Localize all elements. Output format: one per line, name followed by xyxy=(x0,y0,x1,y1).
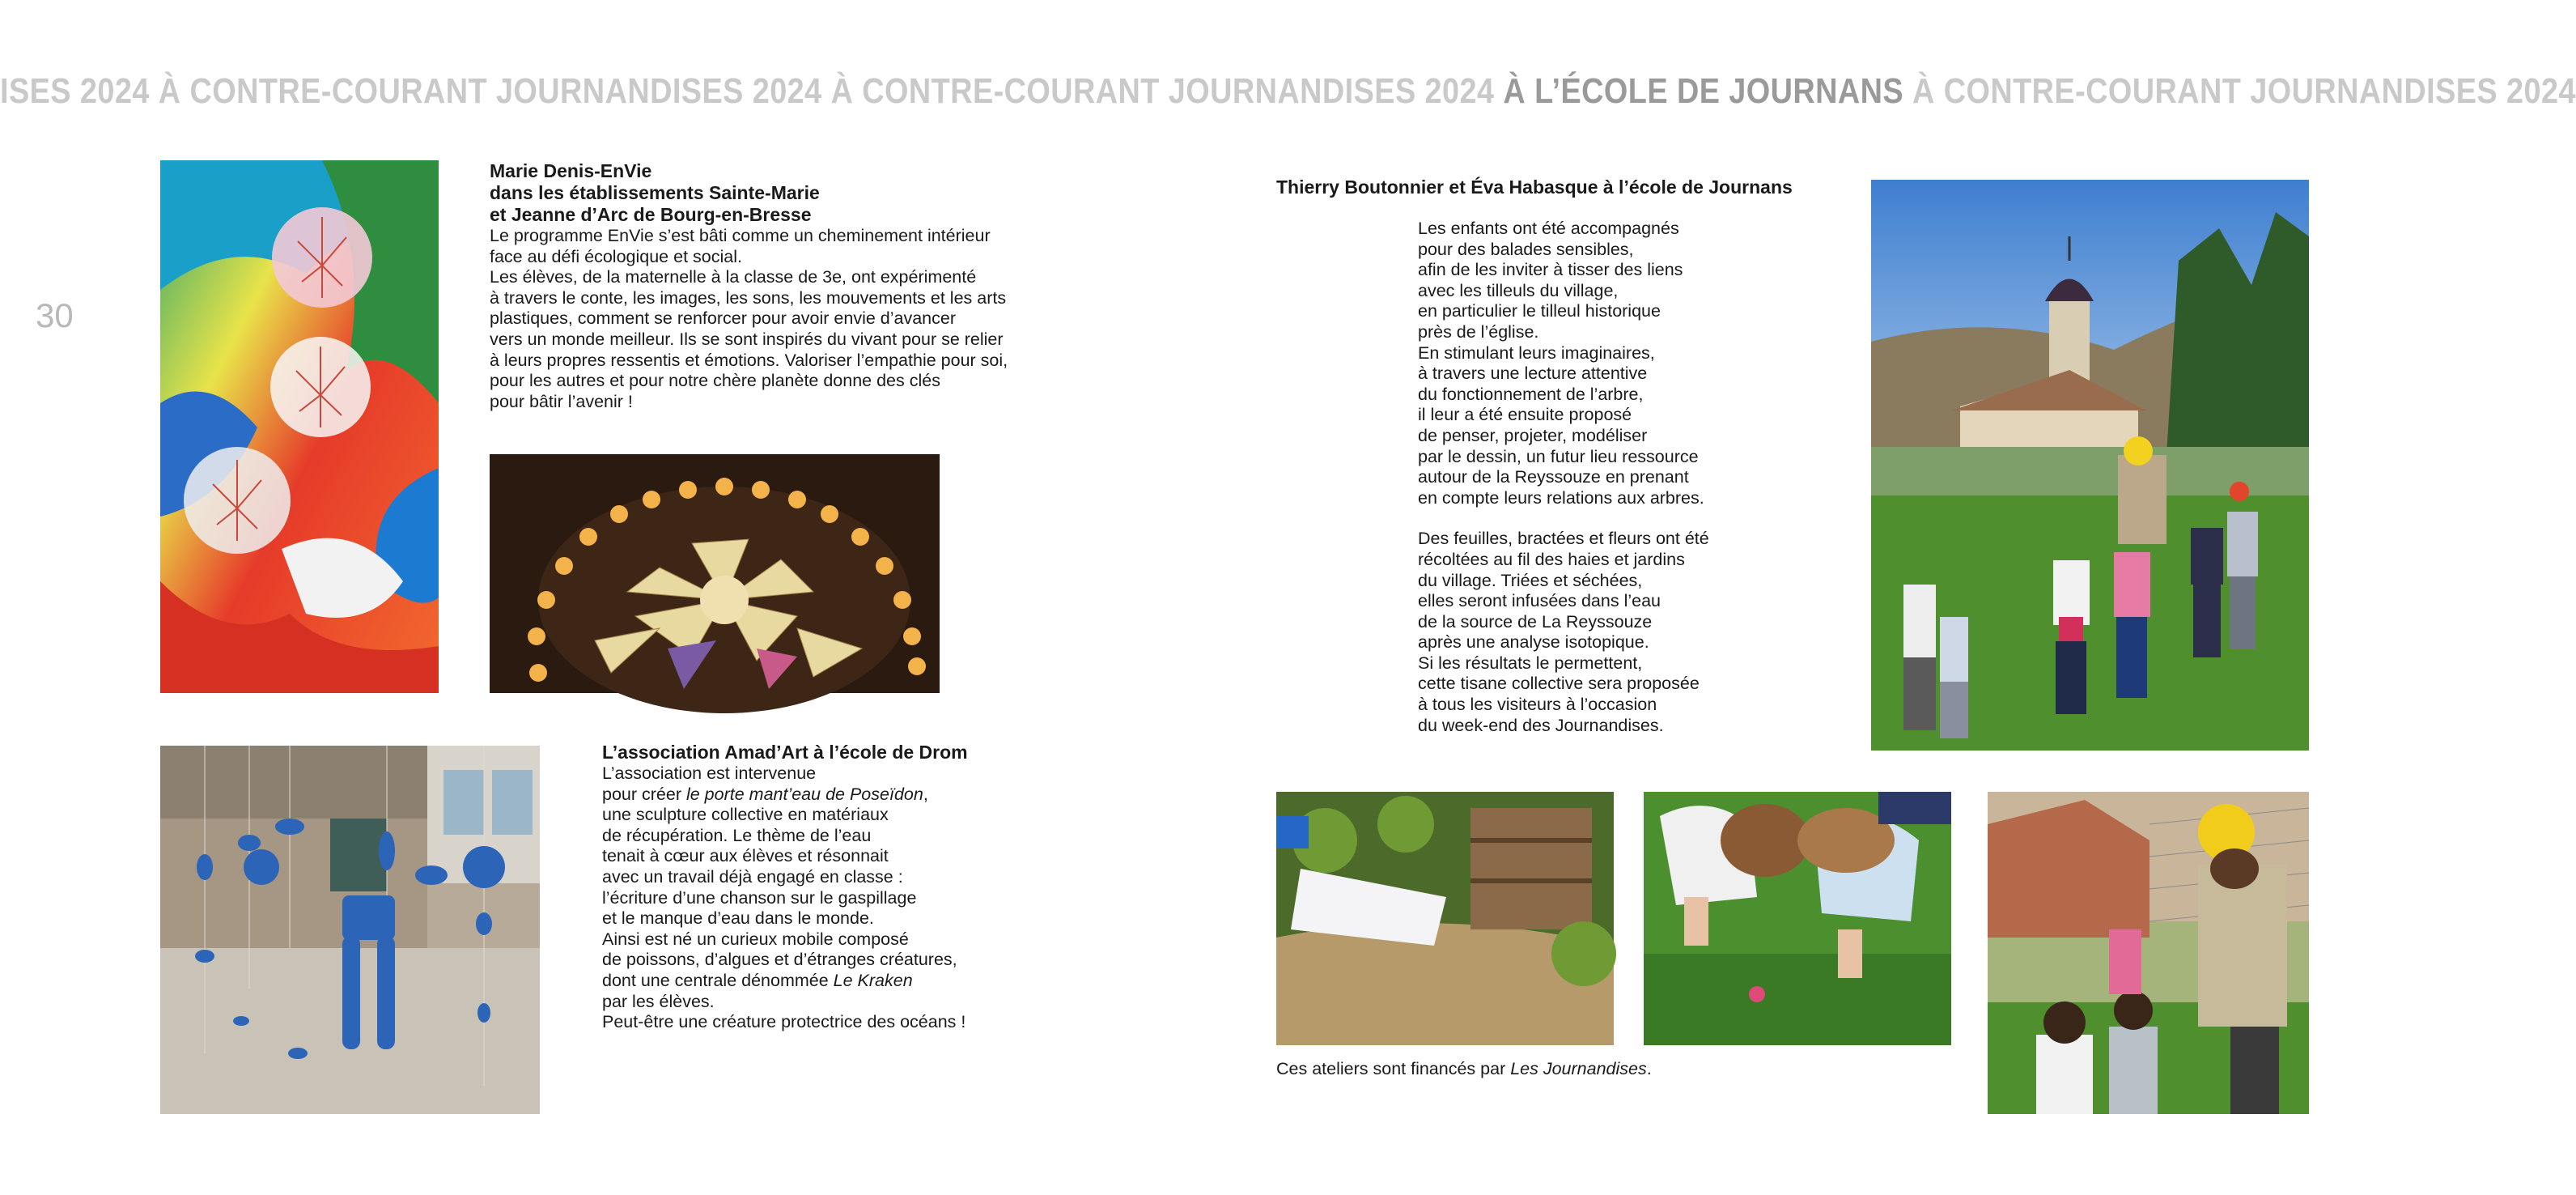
amadart-line: L’association est intervenue xyxy=(602,763,817,783)
blue-mobile-sculpture-image xyxy=(160,746,540,1114)
man-with-children-image xyxy=(1988,792,2309,1114)
header-banner xyxy=(0,71,2576,120)
amadart-line: et le manque d’eau dans le monde. xyxy=(602,908,874,929)
banner-segment: À CONTRE-COURANT JOURNANDISES 2024 xyxy=(830,71,1504,111)
thierry-body-line: En stimulant leurs imaginaires, xyxy=(1418,342,1655,363)
amadart-line-part: , xyxy=(923,784,928,804)
thierry-text-block xyxy=(1418,219,1709,736)
thierry-body-line: afin de les inviter à tisser des liens xyxy=(1418,260,1683,280)
page-number: 30 xyxy=(36,296,74,334)
marie-body-line: face au défi écologique et social. xyxy=(490,246,742,266)
thierry-body-line: pour des balades sensibles, xyxy=(1418,239,1634,259)
amadart-line: de récupération. Le thème de l’eau xyxy=(602,825,872,845)
thierry-body-line: elles seront infusées dans l’eau xyxy=(1418,591,1661,611)
creature-name: Le Kraken xyxy=(833,970,913,990)
thierry-body-line: il leur a été ensuite proposé xyxy=(1418,405,1632,425)
caption-part: . xyxy=(1646,1059,1652,1078)
funding-caption-line xyxy=(1276,1059,1652,1080)
marie-text-block xyxy=(490,160,1008,412)
marie-body-line: à travers le conte, les images, les sons, les mouvements et les arts xyxy=(490,287,1007,308)
thierry-paragraph-2 xyxy=(1418,529,1709,736)
marie-body-line: pour les autres et pour notre chère planète donne des clés xyxy=(490,371,940,391)
thierry-body-line: avec les tilleuls du village, xyxy=(1418,280,1619,300)
abstract-painting-image xyxy=(160,160,439,693)
banner-segment: ISES 2024 xyxy=(0,71,159,111)
thierry-body-line: près de l’église. xyxy=(1418,321,1539,342)
thierry-body-line: de la source de La Reyssouze xyxy=(1418,611,1653,632)
amadart-line: Ainsi est né un curieux mobile composé xyxy=(602,929,909,949)
banner-segment: À CONTRE-COURANT JOURNANDISES 2024 xyxy=(1912,71,2576,111)
amadart-title: L’association Amad’Art à l’école de Drom xyxy=(602,742,968,763)
marie-title-line: et Jeanne d’Arc de Bourg-en-Bresse xyxy=(490,204,812,225)
amadart-line: tenait à cœur aux élèves et résonnait xyxy=(602,846,889,866)
thierry-paragraph-1 xyxy=(1418,219,1709,508)
thierry-title: Thierry Boutonnier et Éva Habasque à l’école de Journans xyxy=(1276,176,1793,198)
thierry-body-line: du fonctionnement de l’arbre, xyxy=(1418,384,1644,404)
marie-title-line: dans les établissements Sainte-Marie xyxy=(490,182,820,203)
marie-body-line: Les élèves, de la maternelle à la classe de 3e, ont expérimenté xyxy=(490,267,977,287)
marie-body-line: plastiques, comment se renforcer pour avoir envie d’avancer xyxy=(490,308,957,329)
amadart-line: avec un travail déjà engagé en classe : xyxy=(602,866,903,887)
marie-title-line: Marie Denis-EnVie xyxy=(490,160,652,181)
funding-caption xyxy=(1276,1059,1652,1080)
thierry-body-line: à tous les visiteurs à l’occasion xyxy=(1418,695,1657,715)
artwork-title: le porte mant’eau de Poseïdon xyxy=(685,784,923,804)
marie-body-line: pour bâtir l’avenir ! xyxy=(490,391,633,411)
amadart-line: Peut-être une créature protectrice des océans ! xyxy=(602,1012,966,1032)
marie-body-line: Le programme EnVie s’est bâti comme un cheminement intérieur xyxy=(490,226,991,245)
thierry-body-line: en compte leurs relations aux arbres. xyxy=(1418,487,1704,508)
thierry-body-line: à travers une lecture attentive xyxy=(1418,364,1648,384)
amadart-line xyxy=(602,971,968,992)
paragraph-gap xyxy=(1418,508,1709,529)
amadart-line: l’écriture d’une chanson sur le gaspillage xyxy=(602,887,917,908)
thierry-body-line: Des feuilles, bractées et fleurs ont été xyxy=(1418,529,1709,549)
thierry-body-line: Les enfants ont été accompagnés xyxy=(1418,219,1679,238)
drawing-paper-hedge-image xyxy=(1276,792,1614,1045)
children-gathering-image xyxy=(1644,792,1951,1045)
thierry-body-line: Si les résultats le permettent, xyxy=(1418,653,1643,673)
amadart-line-part: pour créer xyxy=(602,784,686,804)
thierry-body-line: récoltées au fil des haies et jardins xyxy=(1418,549,1685,569)
thierry-title-block xyxy=(1276,176,1793,198)
thierry-body-line: en particulier le tilleul historique xyxy=(1418,301,1661,321)
thierry-body-line: du village. Triées et séchées, xyxy=(1418,570,1643,590)
marie-body-line: vers un monde meilleur. Ils se sont inspirés du vivant pour se relier xyxy=(490,329,1004,349)
caption-organizer: Les Journandises xyxy=(1510,1059,1647,1078)
banner-highlight: À L’ÉCOLE DE JOURNANS xyxy=(1503,71,1913,111)
amadart-line: par les élèves. xyxy=(602,991,715,1011)
amadart-line: une sculpture collective en matériaux xyxy=(602,805,889,825)
amadart-text-block xyxy=(602,742,968,1033)
candle-mandala-image xyxy=(490,454,940,693)
church-children-image xyxy=(1871,180,2309,751)
thierry-body-line: par le dessin, un futur lieu ressource xyxy=(1418,446,1699,466)
banner-segment: À CONTRE-COURANT JOURNANDISES 2024 xyxy=(158,71,831,111)
marie-body-line: à leurs propres ressentis et émotions. Valoriser l’empathie pour soi, xyxy=(490,350,1008,370)
thierry-body-line: de penser, projeter, modéliser xyxy=(1418,425,1648,445)
thierry-body-line: autour de la Reyssouze en prenant xyxy=(1418,467,1689,487)
caption-part: Ces ateliers sont financés par xyxy=(1276,1059,1511,1078)
amadart-line: de poissons, d’algues et d’étranges créatures, xyxy=(602,950,957,970)
thierry-body-line: cette tisane collective sera proposée xyxy=(1418,674,1700,694)
amadart-line-part: dont une centrale dénommée xyxy=(602,970,834,990)
thierry-body-line: du week-end des Journandises. xyxy=(1418,715,1664,735)
amadart-line xyxy=(602,785,968,806)
thierry-body-line: après une analyse isotopique. xyxy=(1418,632,1649,653)
